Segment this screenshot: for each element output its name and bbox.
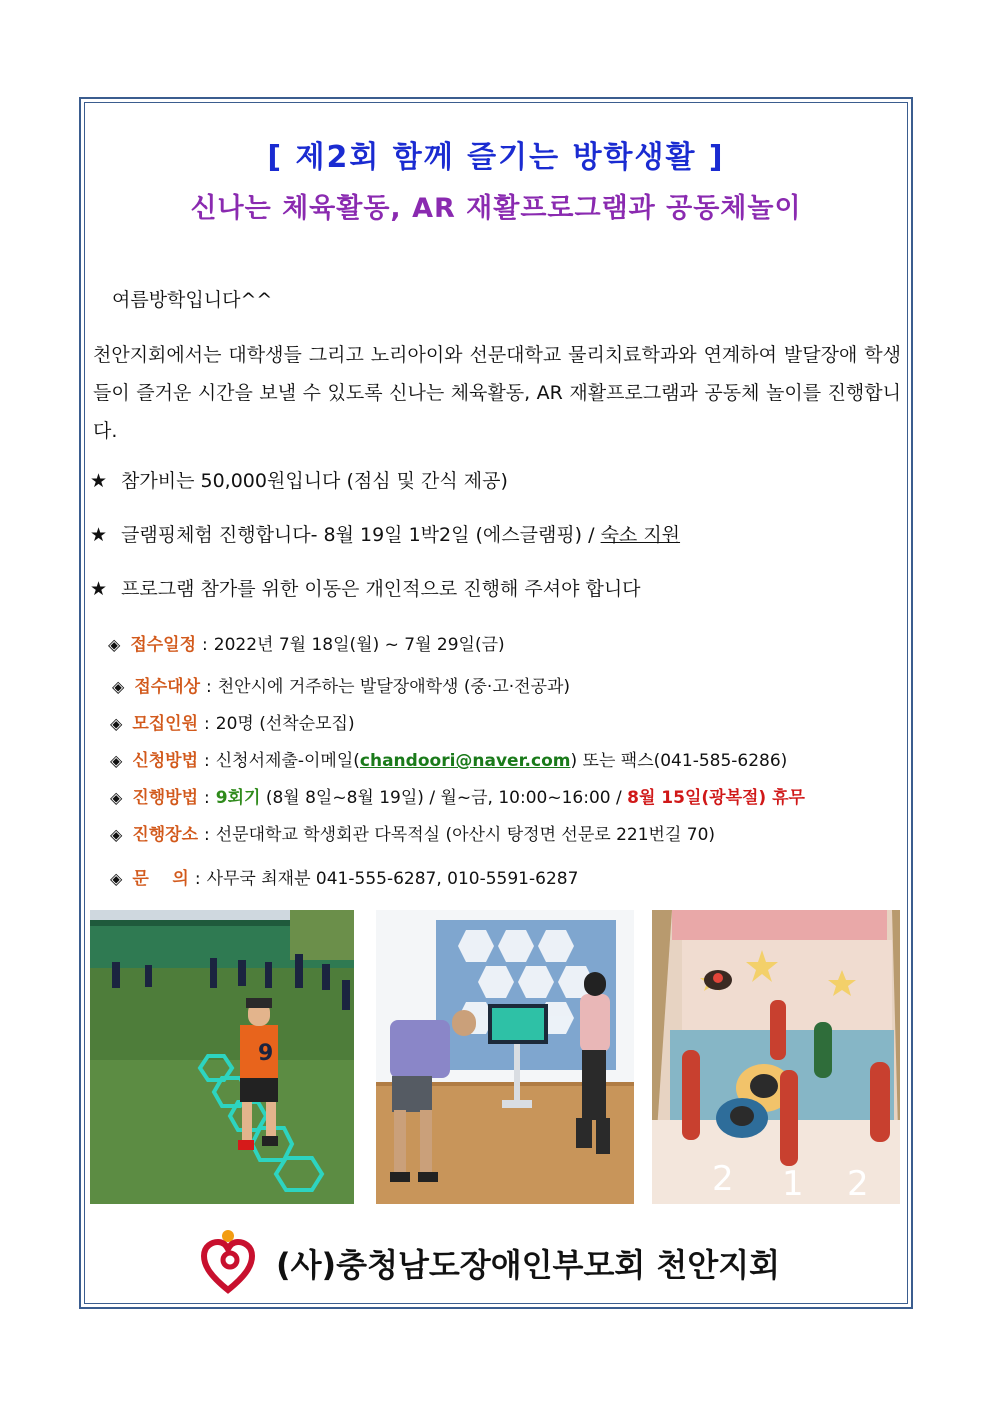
- star-icon: ★: [90, 470, 108, 492]
- intro-paragraph: 천안지회에서는 대학생들 그리고 노리아이와 선문대학교 물리치료학과와 연계하여 발달장애 학생들이 즐거운 시간을 보낼 수 있도록 신나는 체육활동, AR 재활프로그램과 공동체 놀이를 진행합니다.: [93, 344, 901, 442]
- apply-label: 신청방법: [132, 751, 199, 771]
- transport-line: [90, 574, 641, 601]
- diamond-icon: ◈: [110, 751, 123, 770]
- place-value: 선문대학교 학생회관 다목적실 (아산시 탕정면 선문로 221번길 70): [215, 825, 716, 845]
- diamond-icon: ◈: [110, 788, 123, 807]
- diamond-icon: ◈: [110, 825, 123, 844]
- target-value: 천안시에 거주하는 발달장애학생 (중·고·전공과): [217, 677, 571, 697]
- star-icon: ★: [90, 524, 108, 546]
- email-link[interactable]: chandoori@naver.com: [359, 751, 571, 771]
- glamping-line: [90, 520, 680, 547]
- place-label: 진행장소: [132, 825, 199, 845]
- glamping-text: 글램핑체험 진행합니다- 8월 19일 1박2일 (에스글램핑) /: [121, 524, 601, 546]
- info-target: ◈ 접수대상 : 천안시에 거주하는 발달장애학생 (중·고·전공과): [112, 677, 571, 697]
- contact-label: 문 의: [132, 869, 189, 889]
- target-label: 접수대상: [134, 677, 201, 697]
- soccer-photo: [90, 910, 354, 1204]
- org-name: (사)충청남도장애인부모회 천안지회: [276, 1246, 781, 1284]
- svg-text:2: 2: [712, 1159, 734, 1199]
- count-label: 모집인원: [132, 714, 199, 734]
- info-count: ◈ 모집인원 : 20명 (선착순모집): [110, 714, 355, 734]
- floor-curling-photo: [652, 910, 900, 1204]
- sessions-value: 9회기: [215, 788, 261, 808]
- diamond-icon: ◈: [110, 869, 123, 888]
- diamond-icon: ◈: [108, 635, 121, 654]
- schedule-label: 접수일정: [130, 635, 197, 655]
- info-schedule: ◈ 접수일정 : 2022년 7월 18일(월) ~ 7월 29일(금): [108, 635, 505, 655]
- apply-text: 신청서제출-이메일(: [215, 751, 360, 771]
- svg-text:1: 1: [782, 1164, 804, 1204]
- svg-text:2: 2: [847, 1164, 869, 1204]
- info-contact: ◈ 문 의 : 사무국 최재분 041-555-6287, 010-5591-6287: [110, 869, 579, 889]
- holiday-value: 8월 15일(광복절) 휴무: [627, 788, 805, 808]
- star-icon: ★: [90, 578, 108, 600]
- lodging-support-text: 숙소 지원: [600, 524, 681, 546]
- apply-fax: ) 또는 팩스(041-585-6286): [570, 751, 788, 771]
- info-place: ◈ 진행장소 : 선문대학교 학생회관 다목적실 (아산시 탕정면 선문로 221번길 70): [110, 825, 716, 845]
- info-apply: ◈ 신청방법 : 신청서제출-이메일(chandoori@naver.com) 또는 팩스(041-585-6286): [110, 751, 788, 771]
- method-value: (8월 8일~8월 19일) / 월~금, 10:00~16:00 /: [260, 788, 628, 808]
- page-subtitle: 신나는 체육활동, AR 재활프로그램과 공동체놀이: [190, 193, 802, 224]
- schedule-value: 2022년 7월 18일(월) ~ 7월 29일(금): [213, 635, 505, 655]
- info-method: ◈ 진행방법 : 9회기 (8월 8일~8월 19일) / 월~금, 10:00~16:00 / 8월 15일(광복절) 휴무: [110, 788, 805, 808]
- org-logo-icon: [200, 1228, 256, 1298]
- page-title: [ 제2회 함께 즐기는 방학생활 ]: [267, 140, 725, 175]
- transport-text: 프로그램 참가를 위한 이동은 개인적으로 진행해 주셔야 합니다: [121, 578, 641, 600]
- fee-text: 참가비는 50,000원입니다 (점심 및 간식 제공): [121, 470, 508, 492]
- contact-value: 사무국 최재분 041-555-6287, 010-5591-6287: [206, 869, 579, 889]
- svg-text:9: 9: [258, 1041, 274, 1066]
- ar-game-photo: [376, 910, 634, 1204]
- greeting: 여름방학입니다^^: [112, 289, 273, 311]
- diamond-icon: ◈: [110, 714, 123, 733]
- count-value: 20명 (선착순모집): [215, 714, 355, 734]
- fee-line: [90, 466, 508, 493]
- diamond-icon: ◈: [112, 677, 125, 696]
- method-label: 진행방법: [132, 788, 199, 808]
